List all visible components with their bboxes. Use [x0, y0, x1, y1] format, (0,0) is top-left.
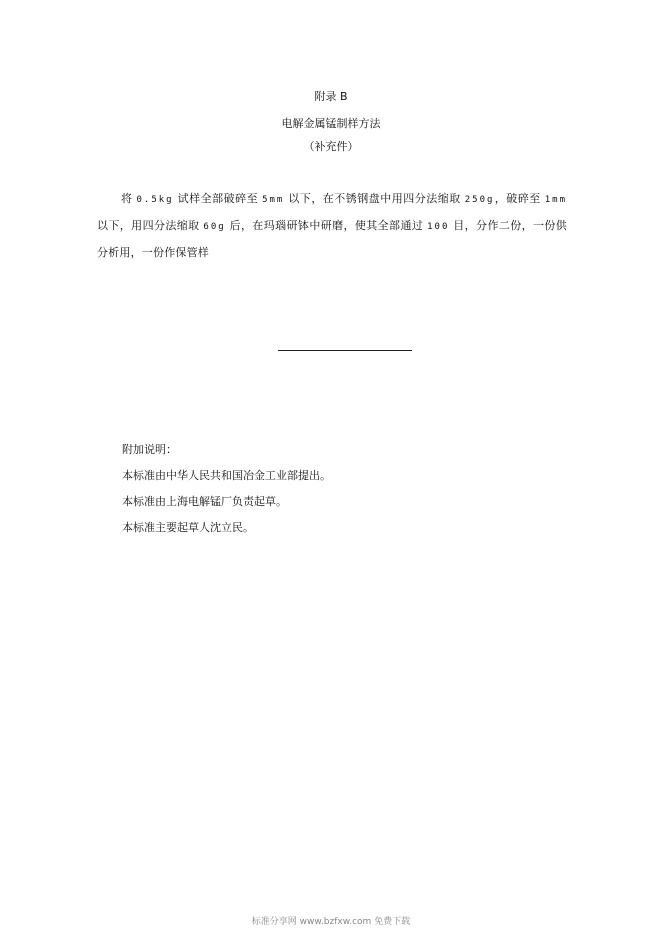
note-line: 本标准由中华人民共和国冶金工业部提出。: [122, 469, 331, 482]
appendix-supplement: （补充件）: [303, 140, 359, 153]
footer-watermark: 标准分享网 www.bzfxw.com 免费下载: [251, 917, 411, 927]
value-segment: 100: [427, 222, 450, 232]
value-segment: 5mm: [262, 195, 285, 205]
notes-heading: 附加说明：: [122, 443, 177, 456]
method-paragraph: [97, 186, 567, 266]
text-segment: 以下，用四分法缩取: [97, 219, 204, 232]
text-segment: 目，分作二份，一份供分析用，一份作保管样: [97, 219, 568, 259]
text-segment: 将: [121, 192, 137, 205]
value-segment: 250g: [464, 195, 495, 205]
value-segment: 0.5kg: [136, 195, 174, 205]
note-line: 本标准主要起草人沈立民。: [122, 521, 254, 534]
text-segment: 试样全部破碎至: [173, 192, 263, 205]
text-segment: 以下，在不锈钢盘中用四分法缩取: [284, 192, 465, 205]
appendix-label: 附录 B: [314, 90, 348, 103]
appendix-title: 电解金属锰制样方法: [281, 117, 381, 130]
note-line: 本标准由上海电解锰厂负责起草。: [122, 495, 287, 508]
end-rule: [278, 350, 412, 351]
value-segment: 1mm: [544, 195, 567, 205]
text-segment: 后，在玛瑙研钵中研磨，使其全部通过: [225, 219, 428, 232]
text-segment: ，破碎至: [494, 192, 545, 205]
value-segment: 60g: [203, 222, 226, 232]
additional-notes: [122, 443, 331, 547]
